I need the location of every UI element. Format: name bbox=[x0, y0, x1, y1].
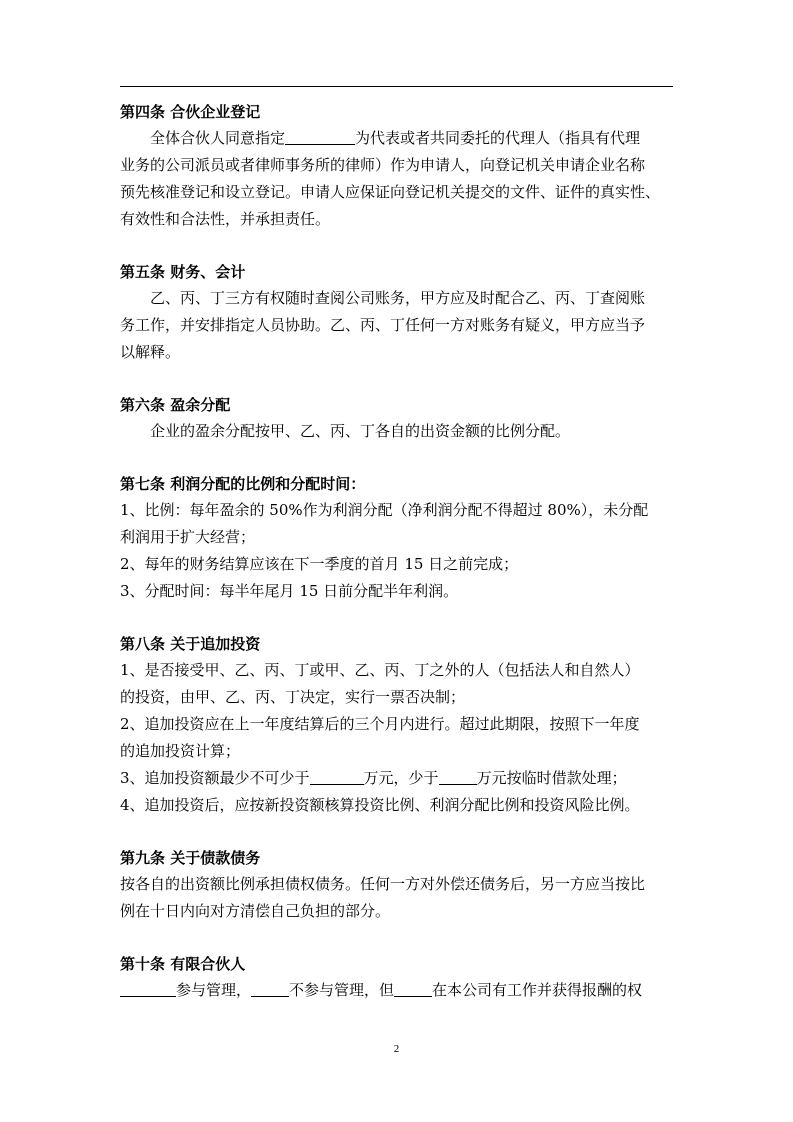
fill-blank bbox=[310, 769, 364, 785]
section-4-line-2: 业务的公司派员或者律师事务所的律师）作为申请人，向登记机关申请企业名称 bbox=[120, 156, 646, 174]
section-9-line-1: 按各自的出资额比例承担债权债务。任何一方对外偿还债务后，另一方应当按比 bbox=[120, 875, 646, 893]
text: 3、追加投资额最少不可少于 bbox=[120, 769, 310, 787]
text: 不参与管理，但 bbox=[289, 981, 395, 999]
section-8-line-5 bbox=[120, 765, 673, 792]
section-6-line-1: 企业的盈余分配按甲、乙、丙、丁各自的出资金额的比例分配。 bbox=[150, 422, 571, 440]
header-rule bbox=[120, 86, 673, 87]
fill-blank bbox=[251, 981, 289, 997]
section-8-line-2: 的投资，由甲、乙、丙、丁决定，实行一票否决制； bbox=[120, 688, 466, 706]
page-number: 2 bbox=[393, 1043, 400, 1055]
section-9-line-2: 例在十日内向对方清偿自己负担的部分。 bbox=[120, 902, 391, 920]
section-4-line-1 bbox=[120, 125, 673, 152]
section-8-title: 第八条 关于追加投资 bbox=[120, 635, 261, 653]
fill-blank bbox=[120, 981, 176, 997]
text: 全体合伙人同意指定 bbox=[150, 129, 286, 147]
section-5-title: 第五条 财务、会计 bbox=[120, 263, 246, 281]
section-6-title: 第六条 盈余分配 bbox=[120, 396, 231, 414]
document-body bbox=[120, 99, 673, 1004]
section-5-line-1: 乙、丙、丁三方有权随时查阅公司账务，甲方应及时配合乙、丙、丁查阅账 bbox=[150, 289, 646, 307]
section-5-line-3: 以解释。 bbox=[120, 343, 181, 361]
section-7-line-4: 3、分配时间：每半年尾月 15 日前分配半年利润。 bbox=[120, 582, 459, 600]
section-4-title: 第四条 合伙企业登记 bbox=[120, 103, 261, 121]
section-7-line-3: 2、每年的财务结算应该在下一季度的首月 15 日之前完成； bbox=[120, 555, 519, 573]
section-10-line-1 bbox=[120, 977, 673, 1004]
fill-blank bbox=[285, 129, 355, 145]
section-7-line-1: 1、比例：每年盈余的 50%作为利润分配（净利润分配不得超过 80%），未分配 bbox=[120, 501, 649, 519]
section-7-line-2: 利润用于扩大经营； bbox=[120, 528, 256, 546]
section-4-line-3: 预先核准登记和设立登记。申请人应保证向登记机关提交的文件、证件的真实性、 bbox=[120, 183, 661, 201]
section-5-line-2: 务工作，并安排指定人员协助。乙、丙、丁任何一方对账务有疑义，甲方应当予 bbox=[120, 316, 646, 334]
fill-blank bbox=[394, 981, 432, 997]
text: 参与管理， bbox=[176, 981, 252, 999]
text: 万元，少于 bbox=[363, 769, 439, 787]
text: 为代表或者共同委托的代理人（指具有代理 bbox=[355, 129, 641, 147]
section-7-title: 第七条 利润分配的比例和分配时间： bbox=[120, 475, 366, 493]
section-8-line-3: 2、追加投资应在上一年度结算后的三个月内进行。超过此期限，按照下一年度 bbox=[120, 715, 640, 733]
fill-blank bbox=[439, 769, 477, 785]
section-4-line-4: 有效性和合法性，并承担责任。 bbox=[120, 210, 331, 228]
section-9-title: 第九条 关于债款债务 bbox=[120, 849, 261, 867]
text: 万元按临时借款处理； bbox=[476, 769, 627, 787]
section-8-line-4: 的追加投资计算； bbox=[120, 742, 241, 760]
section-10-title: 第十条 有限合伙人 bbox=[120, 955, 246, 973]
section-8-line-6: 4、追加投资后，应按新投资额核算投资比例、利润分配比例和投资风险比例。 bbox=[120, 796, 640, 814]
text: 在本公司有工作并获得报酬的权 bbox=[432, 981, 643, 999]
section-8-line-1: 1、是否接受甲、乙、丙、丁或甲、乙、丙、丁之外的人（包括法人和自然人） bbox=[120, 661, 640, 679]
